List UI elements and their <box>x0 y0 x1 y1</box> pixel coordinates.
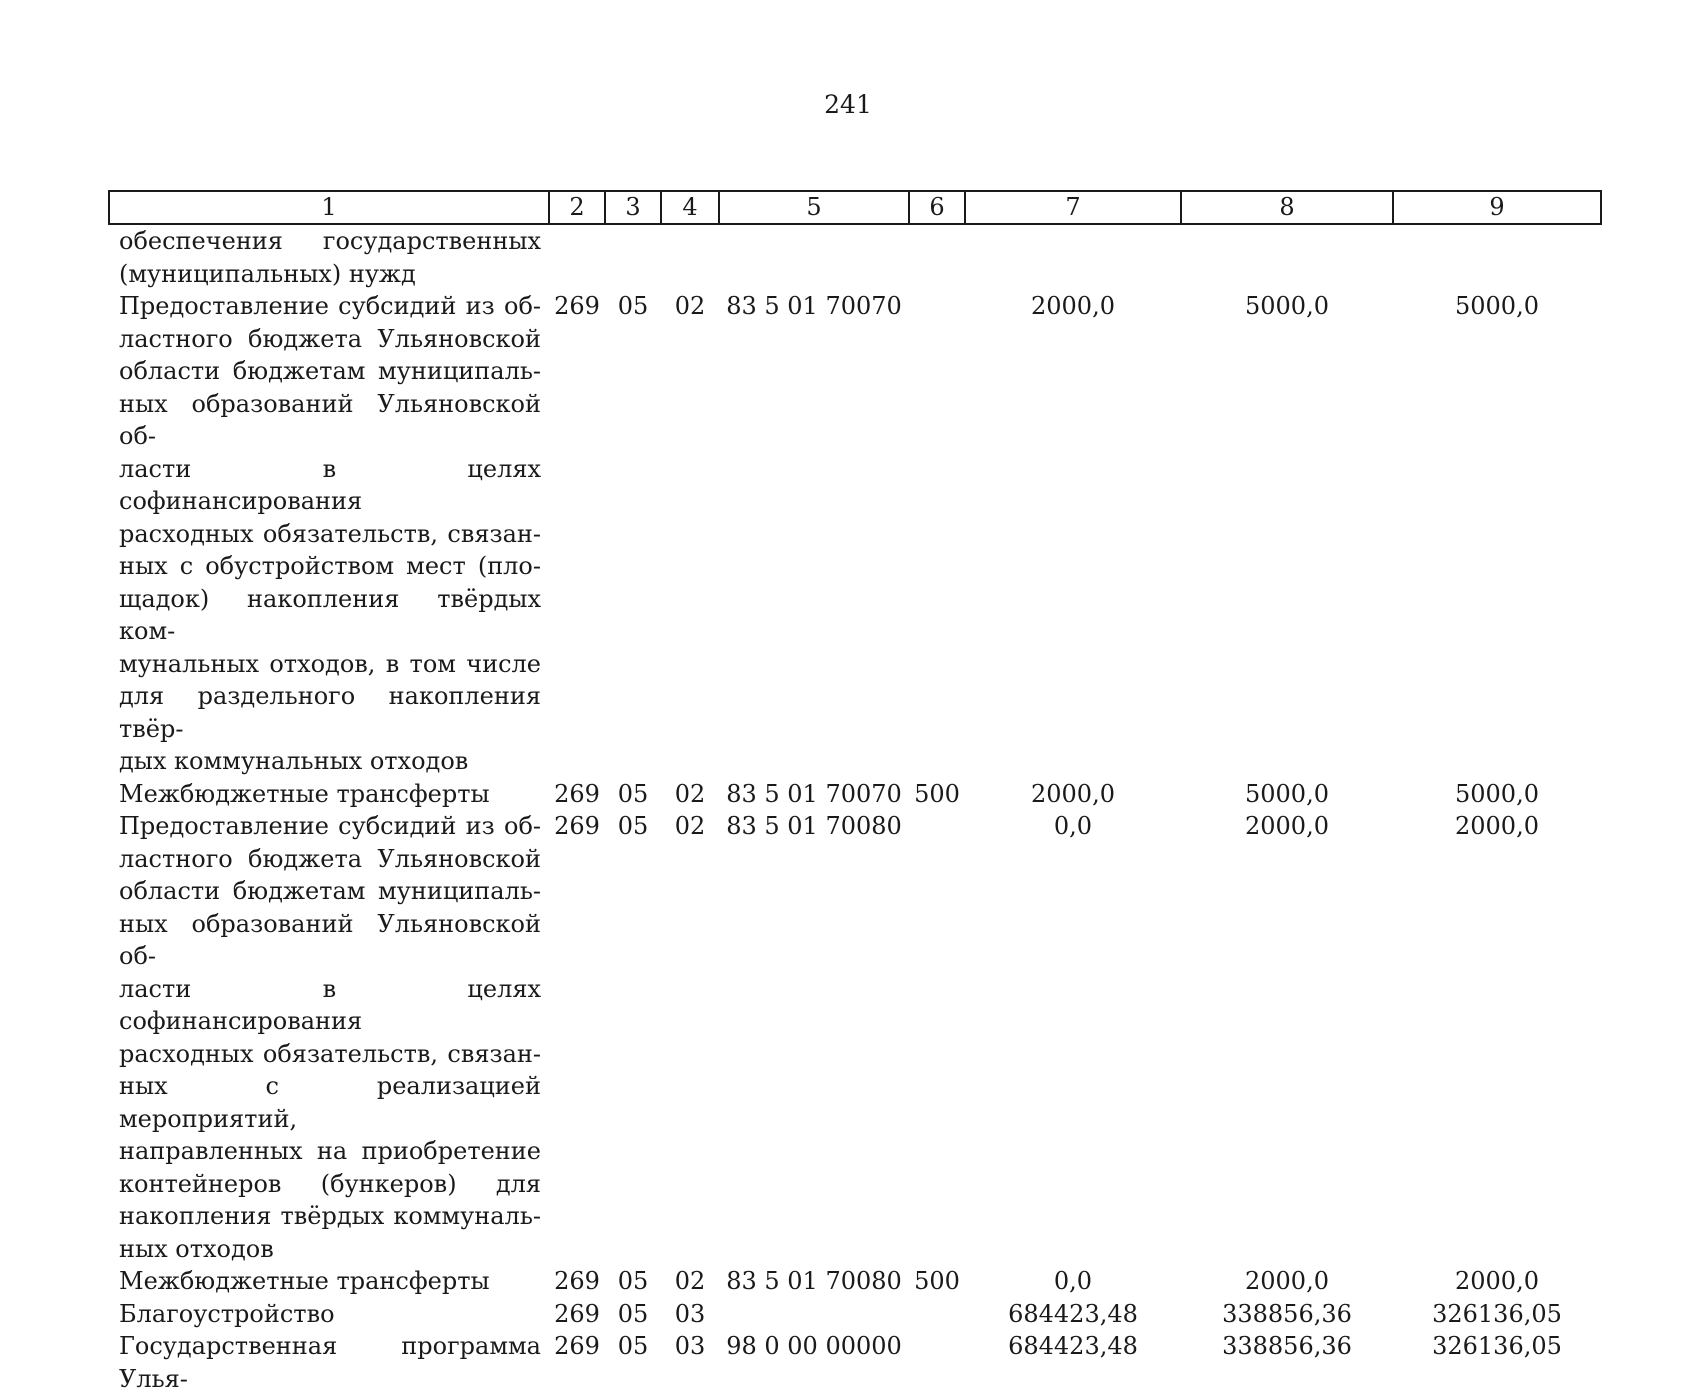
row-description <box>109 1265 549 1298</box>
amount-col-8 <box>1181 224 1393 290</box>
description-line: расходных обязательств, связан- <box>119 519 541 548</box>
admin-code: 269 <box>554 812 600 840</box>
expense-type-code <box>909 290 965 778</box>
description-line: (муниципальных) нужд <box>119 259 416 288</box>
description-line: области бюджетам муниципаль- <box>119 357 541 385</box>
subsection-code <box>661 224 719 290</box>
column-header-9: 9 <box>1393 191 1601 224</box>
table-row <box>109 224 1601 290</box>
expense-type-code <box>909 810 965 1265</box>
target-article-code: 98 0 00 00000 <box>726 1332 902 1360</box>
subsection-code: 02 <box>674 779 706 808</box>
expense-type-code <box>909 1330 965 1395</box>
subsection-code: 02 <box>674 812 706 840</box>
column-header-8: 8 <box>1181 191 1393 224</box>
table-row <box>109 290 1601 778</box>
admin-code: 269 <box>554 779 600 808</box>
amount-col-9 <box>1393 224 1601 290</box>
column-header-7: 7 <box>965 191 1181 224</box>
admin-code: 269 <box>554 1332 600 1360</box>
description-line: Предоставление субсидий из об- <box>119 292 541 320</box>
amount-col-9: 5000,0 <box>1455 779 1539 808</box>
amount-col-7: 0,0 <box>1053 812 1093 840</box>
amount-col-9: 2000,0 <box>1455 812 1539 840</box>
target-article-code: 83 5 01 70070 <box>726 292 902 320</box>
description-line: Межбюджетные трансферты <box>119 779 490 808</box>
expense-type-code <box>909 1298 965 1331</box>
admin-code: 269 <box>554 1299 600 1328</box>
amount-col-7: 2000,0 <box>1031 779 1115 808</box>
table-row <box>109 778 1601 811</box>
table-row <box>109 1330 1601 1395</box>
description-line: расходных обязательств, связан- <box>119 1039 541 1068</box>
amount-col-9: 2000,0 <box>1455 1267 1539 1295</box>
page-number: 241 <box>824 90 872 119</box>
description-line: ных с реализацией мероприятий, <box>119 1072 541 1133</box>
table-body <box>109 224 1601 1395</box>
budget-table <box>108 190 1602 1395</box>
description-line: щадок) накопления твёрдых ком- <box>119 584 541 645</box>
description-line: Государственная программа Улья- <box>119 1332 541 1393</box>
column-header-4: 4 <box>661 191 719 224</box>
description-line: для раздельного накопления твёр- <box>119 682 541 743</box>
row-description <box>109 778 549 811</box>
description-line: ласти в целях софинансирования <box>119 974 541 1035</box>
section-code: 05 <box>617 1299 649 1328</box>
section-code: 05 <box>617 812 649 840</box>
description-line: дых коммунальных отходов <box>119 747 469 775</box>
description-line: ных образований Ульяновской об- <box>119 909 541 970</box>
amount-col-9: 5000,0 <box>1455 292 1539 320</box>
admin-code: 269 <box>554 292 600 320</box>
description-line: Предоставление субсидий из об- <box>119 812 541 840</box>
amount-col-8: 2000,0 <box>1245 812 1329 840</box>
expense-type-code: 500 <box>914 779 960 808</box>
description-line: Благоустройство <box>119 1299 335 1328</box>
subsection-code: 03 <box>674 1332 706 1360</box>
amount-col-7: 684423,48 <box>1008 1299 1138 1328</box>
subsection-code: 02 <box>674 292 706 320</box>
target-article-code: 83 5 01 70070 <box>726 779 902 808</box>
section-code: 05 <box>617 1267 649 1295</box>
amount-col-7: 684423,48 <box>1008 1332 1138 1360</box>
row-description <box>109 290 549 778</box>
amount-col-9: 326136,05 <box>1432 1332 1562 1360</box>
amount-col-7: 2000,0 <box>1031 292 1115 320</box>
subsection-code: 03 <box>674 1299 706 1328</box>
amount-col-8: 5000,0 <box>1245 779 1329 808</box>
amount-col-7: 0,0 <box>1053 1267 1093 1295</box>
section-code <box>605 224 661 290</box>
column-header-2: 2 <box>549 191 605 224</box>
description-line: ластного бюджета Ульяновской <box>119 844 541 873</box>
target-article-code: 83 5 01 70080 <box>726 1267 902 1295</box>
description-line: ных образований Ульяновской об- <box>119 389 541 450</box>
description-line: накопления твёрдых коммуналь- <box>119 1202 541 1230</box>
description-line: контейнеров (бункеров) для <box>119 1169 541 1198</box>
amount-col-8: 338856,36 <box>1222 1299 1352 1328</box>
table-row <box>109 1265 1601 1298</box>
table-header-row <box>109 191 1601 224</box>
table-row <box>109 810 1601 1265</box>
amount-col-8: 5000,0 <box>1245 292 1329 320</box>
amount-col-8: 2000,0 <box>1245 1267 1329 1295</box>
section-code: 05 <box>617 1332 649 1360</box>
description-line: Межбюджетные трансферты <box>119 1267 490 1295</box>
expense-type-code: 500 <box>914 1267 960 1295</box>
admin-code: 269 <box>554 1267 600 1295</box>
description-line: мунальных отходов, в том числе <box>119 649 541 678</box>
row-description <box>109 1298 549 1331</box>
target-article-code <box>719 224 909 290</box>
column-header-1: 1 <box>109 191 549 224</box>
description-line: ластного бюджета Ульяновской <box>119 324 541 353</box>
description-line: области бюджетам муниципаль- <box>119 877 541 905</box>
amount-col-7 <box>965 224 1181 290</box>
column-header-6: 6 <box>909 191 965 224</box>
expense-type-code <box>909 224 965 290</box>
description-line: направленных на приобретение <box>119 1137 541 1165</box>
column-header-5: 5 <box>719 191 909 224</box>
target-article-code: 83 5 01 70080 <box>726 812 902 840</box>
row-description <box>109 1330 549 1395</box>
description-line: ласти в целях софинансирования <box>119 454 541 515</box>
amount-col-9: 326136,05 <box>1432 1299 1562 1328</box>
section-code: 05 <box>617 292 649 320</box>
table-row <box>109 1298 1601 1331</box>
column-header-3: 3 <box>605 191 661 224</box>
description-line: ных отходов <box>119 1234 274 1263</box>
target-article-code <box>719 1298 909 1331</box>
subsection-code: 02 <box>674 1267 706 1295</box>
row-description <box>109 224 549 290</box>
row-description <box>109 810 549 1265</box>
amount-col-8: 338856,36 <box>1222 1332 1352 1360</box>
admin-code <box>549 224 605 290</box>
description-line: обеспечения государственных <box>119 227 541 255</box>
section-code: 05 <box>617 779 649 808</box>
description-line: ных с обустройством мест (пло- <box>119 552 541 580</box>
